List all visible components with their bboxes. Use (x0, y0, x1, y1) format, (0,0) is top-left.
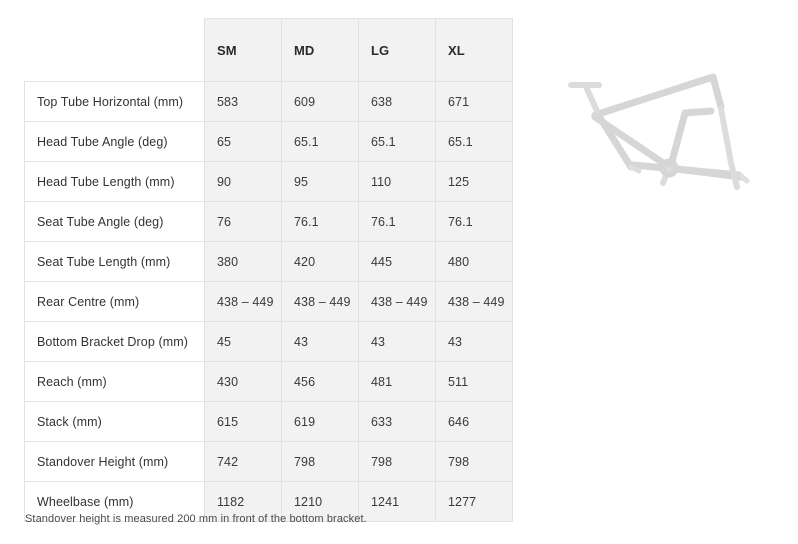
cell-value: 65.1 (436, 122, 513, 162)
cell-value: 798 (282, 442, 359, 482)
geometry-table-container (24, 18, 512, 522)
cell-value: 438 – 449 (436, 282, 513, 322)
cell-value: 456 (282, 362, 359, 402)
cell-value: 798 (359, 442, 436, 482)
cell-value: 65 (205, 122, 282, 162)
table-row (25, 322, 513, 362)
cell-value: 438 – 449 (282, 282, 359, 322)
table-row (25, 362, 513, 402)
cell-value: 76 (205, 202, 282, 242)
cell-value: 65.1 (282, 122, 359, 162)
cell-value: 76.1 (436, 202, 513, 242)
table-row (25, 82, 513, 122)
table-row (25, 202, 513, 242)
cell-value: 511 (436, 362, 513, 402)
bicycle-frame-diagram (535, 55, 785, 230)
cell-value: 380 (205, 242, 282, 282)
bicycle-frame-icon (535, 55, 785, 230)
column-header-sm: SM (205, 19, 282, 82)
cell-value: 95 (282, 162, 359, 202)
cell-value: 420 (282, 242, 359, 282)
table-row (25, 282, 513, 322)
row-label: Seat Tube Angle (deg) (25, 202, 205, 242)
cell-value: 481 (359, 362, 436, 402)
cell-value: 438 – 449 (359, 282, 436, 322)
cell-value: 480 (436, 242, 513, 282)
geometry-table (24, 18, 513, 522)
row-label: Rear Centre (mm) (25, 282, 205, 322)
cell-value: 445 (359, 242, 436, 282)
column-header-lg: LG (359, 19, 436, 82)
row-label: Head Tube Length (mm) (25, 162, 205, 202)
cell-value: 1182 (205, 482, 282, 522)
cell-value: 438 – 449 (205, 282, 282, 322)
cell-value: 76.1 (359, 202, 436, 242)
row-label: Reach (mm) (25, 362, 205, 402)
table-body (25, 82, 513, 522)
table-row (25, 242, 513, 282)
cell-value: 76.1 (282, 202, 359, 242)
cell-value: 798 (436, 442, 513, 482)
row-label: Wheelbase (mm) (25, 482, 205, 522)
cell-value: 671 (436, 82, 513, 122)
cell-value: 125 (436, 162, 513, 202)
cell-value: 43 (359, 322, 436, 362)
cell-value: 609 (282, 82, 359, 122)
column-header-xl: XL (436, 19, 513, 82)
cell-value: 615 (205, 402, 282, 442)
cell-value: 110 (359, 162, 436, 202)
row-label: Bottom Bracket Drop (mm) (25, 322, 205, 362)
cell-value: 45 (205, 322, 282, 362)
row-label: Top Tube Horizontal (mm) (25, 82, 205, 122)
cell-value: 633 (359, 402, 436, 442)
cell-value: 646 (436, 402, 513, 442)
cell-value: 65.1 (359, 122, 436, 162)
table-row (25, 402, 513, 442)
cell-value: 43 (282, 322, 359, 362)
cell-value: 1210 (282, 482, 359, 522)
table-row (25, 122, 513, 162)
table-header-row (25, 19, 513, 82)
cell-value: 742 (205, 442, 282, 482)
cell-value: 638 (359, 82, 436, 122)
cell-value: 583 (205, 82, 282, 122)
cell-value: 90 (205, 162, 282, 202)
cell-value: 1277 (436, 482, 513, 522)
table-row (25, 162, 513, 202)
table-footnote: Standover height is measured 200 mm in front of the bottom bracket. (25, 513, 367, 525)
row-label: Stack (mm) (25, 402, 205, 442)
cell-value: 430 (205, 362, 282, 402)
cell-value: 619 (282, 402, 359, 442)
table-header (25, 19, 513, 82)
row-label: Seat Tube Length (mm) (25, 242, 205, 282)
row-label: Standover Height (mm) (25, 442, 205, 482)
cell-value: 1241 (359, 482, 436, 522)
column-header-md: MD (282, 19, 359, 82)
row-label: Head Tube Angle (deg) (25, 122, 205, 162)
cell-value: 43 (436, 322, 513, 362)
table-row (25, 442, 513, 482)
table-corner-cell (25, 19, 205, 82)
